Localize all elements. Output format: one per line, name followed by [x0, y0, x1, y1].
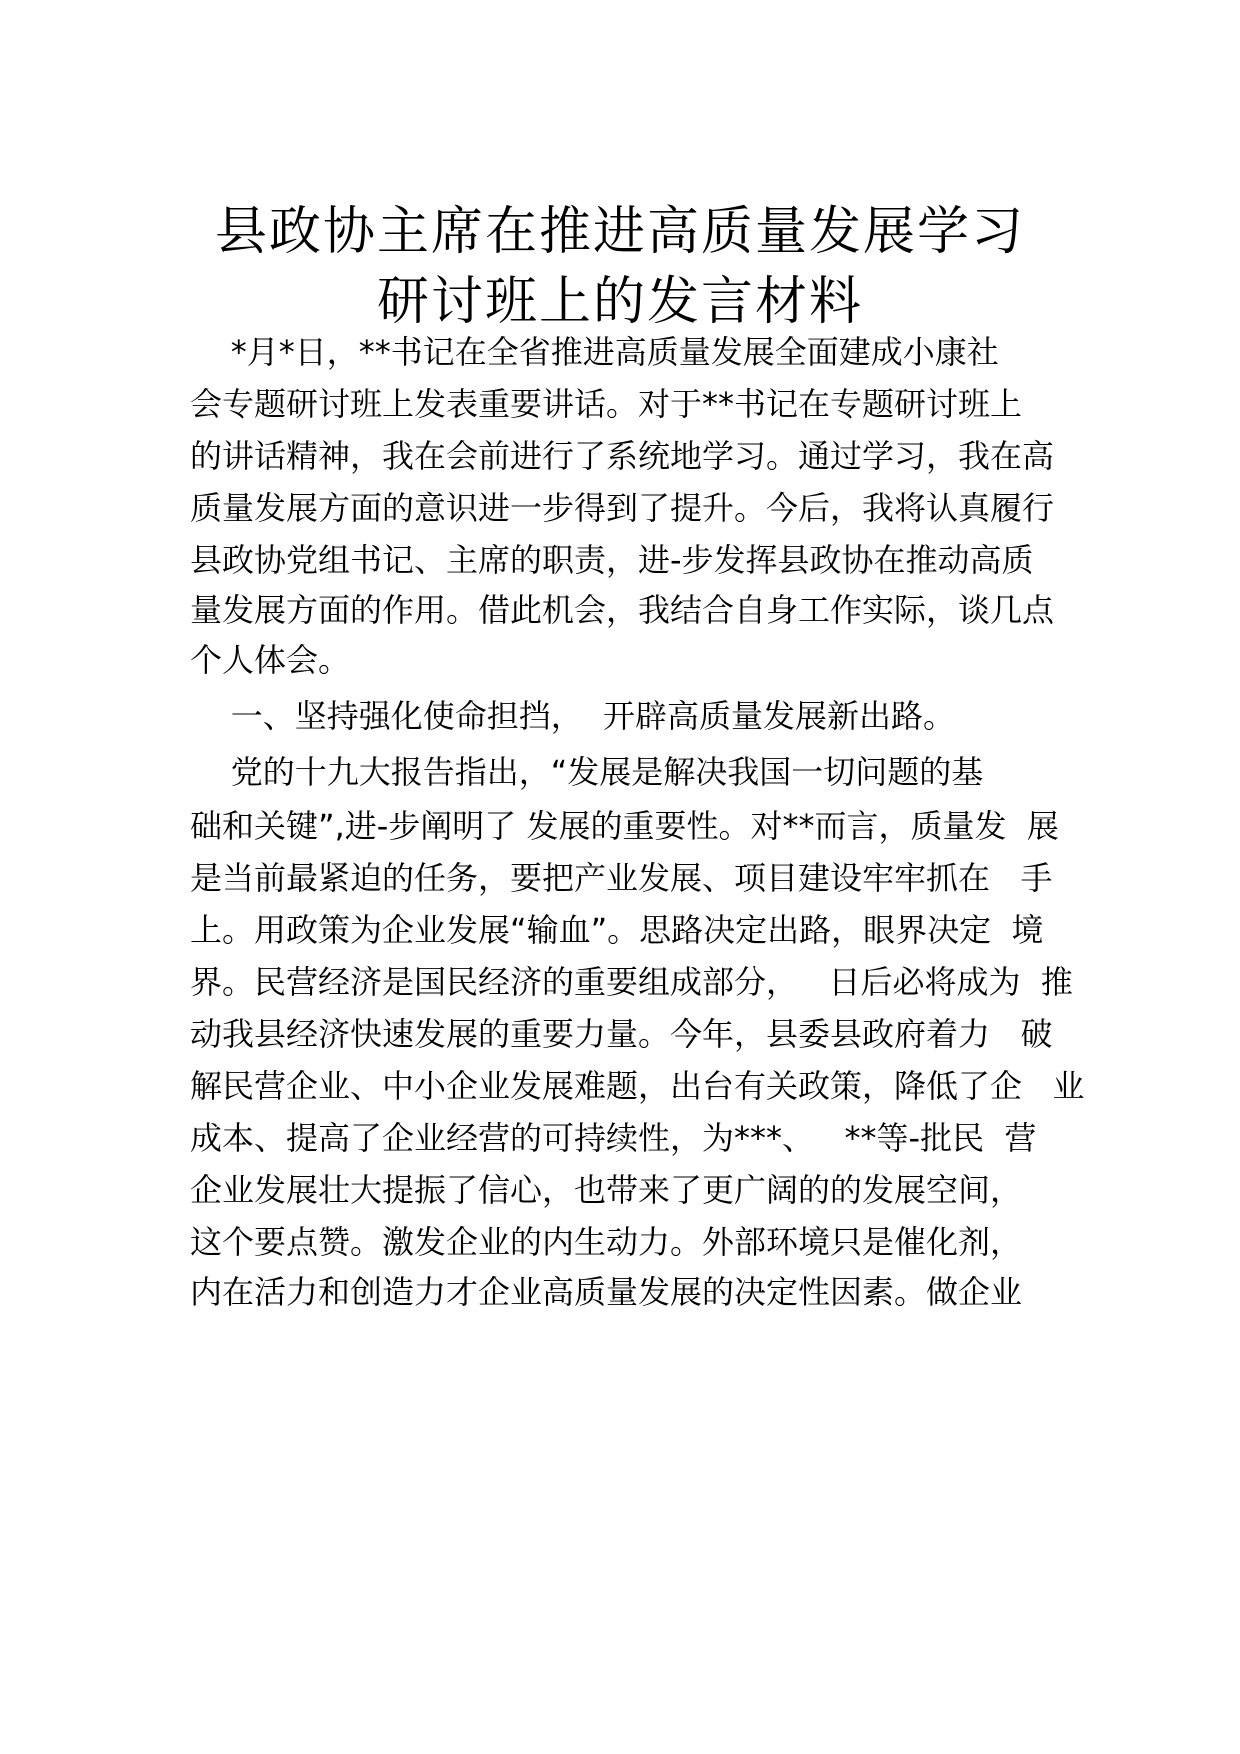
document-body-line: 会专题研讨班上发表重要讲话。对于**书记在专题研讨班上: [190, 385, 1023, 423]
document-body-line: 质量发展方面的意识进一步得到了提升。今后，我将认真履行: [190, 489, 1055, 527]
document-body-line: 党的十九大报告指出，“发展是解决我国一切问题的基: [190, 753, 984, 791]
document-body-line: 础和关键”,进-步阐明了 发展的重要性。对**而言，质量发 展: [190, 807, 1059, 845]
document-body-line: 量发展方面的作用。借此机会，我结合自身工作实际，谈几点: [190, 591, 1055, 629]
document-body-line: 上。用政策为企业发展“输血”。思路决定出路，眼界决定 境: [190, 911, 1044, 949]
document-body-line: *月*日，**书记在全省推进高质量发展全面建成小康社: [190, 333, 999, 371]
document-body-line: 动我县经济快速发展的重要力量。今年，县委县政府着力 破: [190, 1015, 1053, 1053]
document-body-line: 解民营企业、中小企业发展难题，出台有关政策，降低了企 业: [190, 1067, 1085, 1105]
document-title-line-2: 研讨班上的发言材料: [376, 272, 863, 332]
document-body-line: 的讲话精神，我在会前进行了系统地学习。通过学习，我在高: [190, 437, 1055, 475]
document-body-line: 这个要点赞。激发企业的内生动力。外部环境只是催化剂，: [190, 1223, 1023, 1261]
document-body-line: 个人体会。: [190, 641, 351, 679]
document-body-line: 一、坚持强化使命担挡， 开辟高质量发展新出路。: [190, 697, 956, 735]
document-body-line: 界。民营经济是国民经济的重要组成部分， 日后必将成为 推: [190, 963, 1073, 1001]
document-body-line: 县政协党组书记、主席的职责，进-步发挥县政协在推动高质: [190, 541, 1034, 579]
document-body-line: 内在活力和创造力才企业高质量发展的决定性因素。做企业: [190, 1273, 1023, 1311]
document-body-line: 成本、提高了企业经营的可持续性，为***、 **等-批民 营: [190, 1119, 1037, 1157]
document-body-line: 是当前最紧迫的任务，要把产业发展、项目建设牢牢抓在 手: [190, 859, 1053, 897]
document-body-line: 企业发展壮大提振了信心，也带来了更广阔的的发展空间，: [190, 1171, 1023, 1209]
document-title-line-1: 县政协主席在推进高质量发展学习: [214, 202, 1025, 262]
